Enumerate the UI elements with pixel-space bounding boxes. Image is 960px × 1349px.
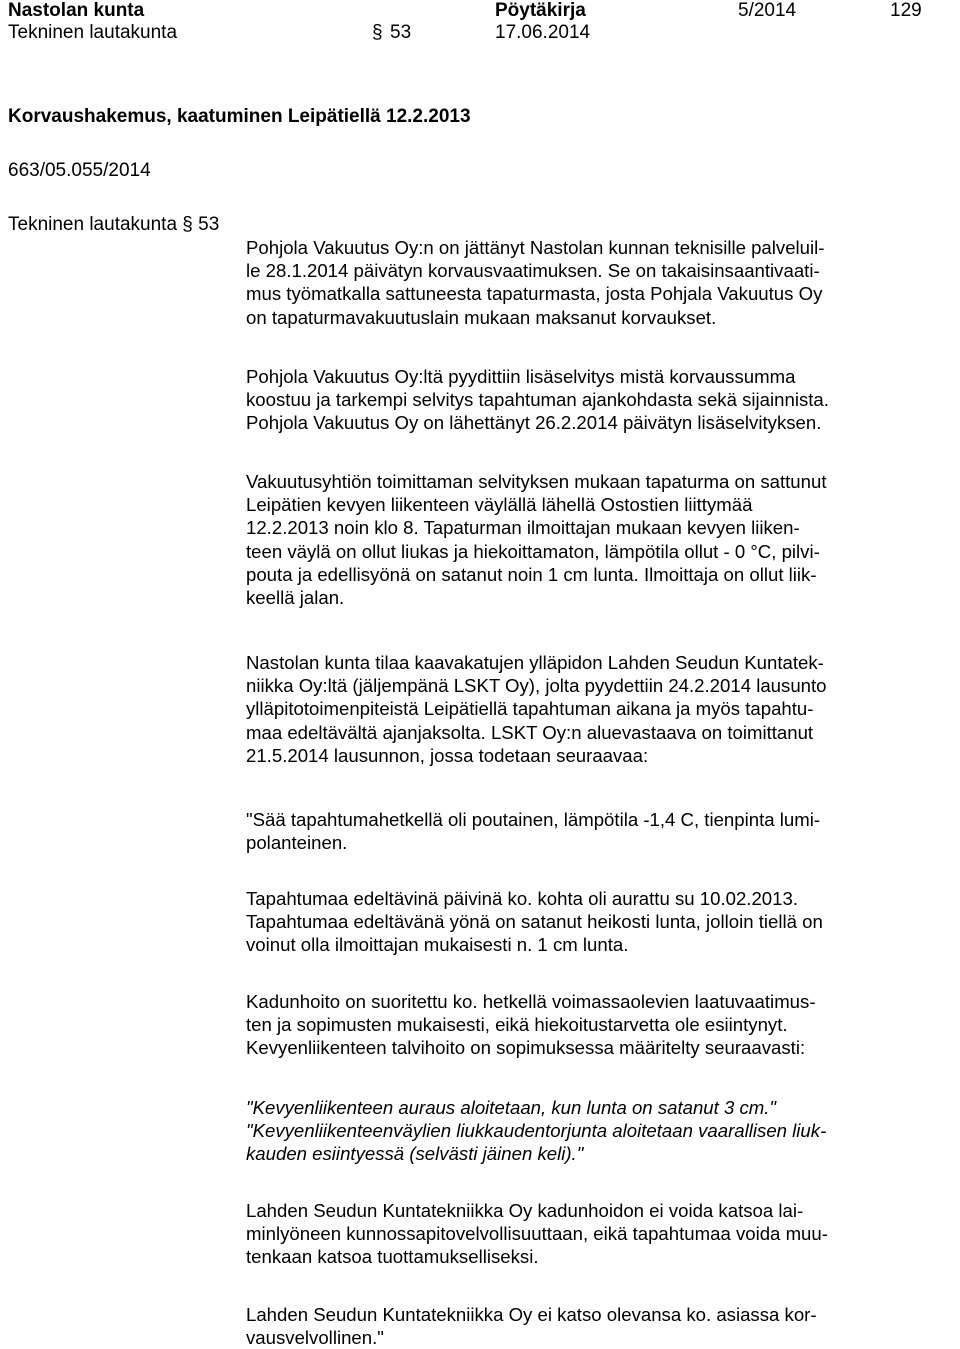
text-line: Tapahtumaa edeltävinä päivinä ko. kohta oli aurattu su 10.02.2013. (246, 888, 799, 909)
text-line: Kevyenliikenteen talvihoito on sopimuksessa määritelty seuraavasti: (246, 1037, 806, 1059)
text-line: "Sää tapahtumahetkellä oli poutainen, lämpötila -1,4 C, tienpinta lumi- (246, 809, 821, 830)
text-line: Pohjola Vakuutus Oy on lähettänyt 26.2.2014 päivätyn lisäselvityksen. (246, 412, 822, 434)
text-line: Vakuutusyhtiön toimittaman selvityksen mukaan tapaturma on sattunut (246, 471, 827, 492)
text-line: polanteinen. (246, 832, 348, 854)
text-line: voinut olla ilmoittajan mukaisesti n. 1 cm lunta. (246, 934, 629, 956)
meeting-date: 17.06.2014 (495, 22, 591, 43)
text-line: keellä jalan. (246, 587, 345, 609)
text-line: Pohjola Vakuutus Oy:ltä pyydittiin lisäselvitys mistä korvaussumma (246, 366, 796, 387)
text-line: kauden esiintyessä (selvästi jäinen keli)." (246, 1143, 584, 1165)
text-line: mus työmatkalla sattuneesta tapaturmasta, josta Pohjala Vakuutus Oy (246, 283, 823, 305)
text-line: "Kevyenliikenteenväylien liukkaudentorjunta aloitetaan vaarallisen liuk- (246, 1120, 827, 1142)
text-line: le 28.1.2014 päivätyn korvausvaatimuksen. Se on takaisinsaantivaati- (246, 260, 820, 282)
text-line: Leipätien kevyen liikenteen väylällä lähellä Ostostien liittymää (246, 494, 753, 516)
committee-section-sign-icon: § (182, 214, 193, 235)
text-line: minlyöneen kunnossapitovelvollisuuttaan, eikä tapahtumaa voida muu- (246, 1223, 828, 1245)
text-line: Lahden Seudun Kuntatekniikka Oy kadunhoidon ei voida katsoa lai- (246, 1200, 804, 1221)
text-line: ten ja sopimusten mukaisesti, eikä hiekoitustarvetta ole esiintynyt. (246, 1014, 788, 1036)
paragraph-additional-info (246, 365, 956, 435)
text-line: niikka Oy:ltä (jäljempänä LSKT Oy), jolta pyydettiin 24.2.2014 lausunto (246, 675, 827, 697)
paragraph-maintenance-contract (246, 651, 956, 767)
diary-number: 663/05.055/2014 (8, 160, 151, 181)
text-line: vausvelvollinen." (246, 1327, 384, 1349)
committee-reference-name: Tekninen lautakunta (8, 214, 178, 235)
text-line: Lahden Seudun Kuntatekniikka Oy ei katso olevansa ko. asiassa kor- (246, 1304, 817, 1325)
section-number: 53 (390, 22, 412, 43)
text-line: ylläpitotoimenpiteistä Leipätiellä tapahtuman aikana ja myös tapahtu- (246, 698, 814, 720)
paragraph-claim (246, 236, 956, 329)
committee-reference (8, 213, 219, 237)
text-line: on tapaturmavakuutuslain mukaan maksanut korvaukset. (246, 306, 717, 328)
text-line: 21.5.2014 lausunnon, jossa todetaan seuraavaa: (246, 744, 649, 766)
section-sign-icon: § (372, 22, 383, 43)
committee-name: Tekninen lautakunta (8, 22, 178, 43)
paragraph-accident-details (246, 470, 956, 609)
paragraph-weather-quote (246, 808, 956, 854)
text-line: Tapahtumaa edeltävänä yönä on satanut heikosti lunta, jolloin tiellä on (246, 911, 823, 933)
paragraph-street-maintenance (246, 990, 956, 1060)
paragraph-contract-quote (246, 1096, 956, 1166)
paragraph-no-negligence (246, 1199, 956, 1269)
page-number: 129 (890, 0, 922, 21)
text-line: koostuu ja tarkempi selvitys tapahtuman ajankohdasta sekä sijainnista. (246, 389, 829, 411)
text-line: Kadunhoito on suoritettu ko. hetkellä voimassaolevien laatuvaatimus- (246, 991, 816, 1012)
case-title: Korvaushakemus, kaatuminen Leipätiellä 12.2.2013 (8, 106, 471, 127)
text-line: tenkaan katsoa tuottamukselliseksi. (246, 1246, 539, 1268)
committee-section-number: 53 (198, 214, 220, 235)
text-line: maa edeltävältä ajanjaksolta. LSKT Oy:n aluevastaava on toimittanut (246, 721, 814, 743)
text-line: teen väylä on ollut liukas ja hiekoittamaton, lämpötila ollut - 0 °C, pilvi- (246, 540, 820, 562)
document-type: Pöytäkirja (495, 0, 586, 21)
municipality-name: Nastolan kunta (8, 0, 145, 21)
text-line: Nastolan kunta tilaa kaavakatujen ylläpidon Lahden Seudun Kuntatek- (246, 652, 824, 673)
document-number: 5/2014 (738, 0, 797, 21)
paragraph-no-liability (246, 1303, 956, 1349)
text-line: 12.2.2013 noin klo 8. Tapaturman ilmoittajan mukaan kevyen liiken- (246, 517, 800, 539)
text-line: pouta ja edellisyönä on satanut noin 1 cm lunta. Ilmoittaja on ollut liik- (246, 563, 817, 585)
paragraph-preceding-days (246, 887, 956, 957)
text-line: "Kevyenliikenteen auraus aloitetaan, kun lunta on satanut 3 cm." (246, 1097, 777, 1118)
text-line: Pohjola Vakuutus Oy:n on jättänyt Nastolan kunnan teknisille palveluil- (246, 237, 825, 258)
